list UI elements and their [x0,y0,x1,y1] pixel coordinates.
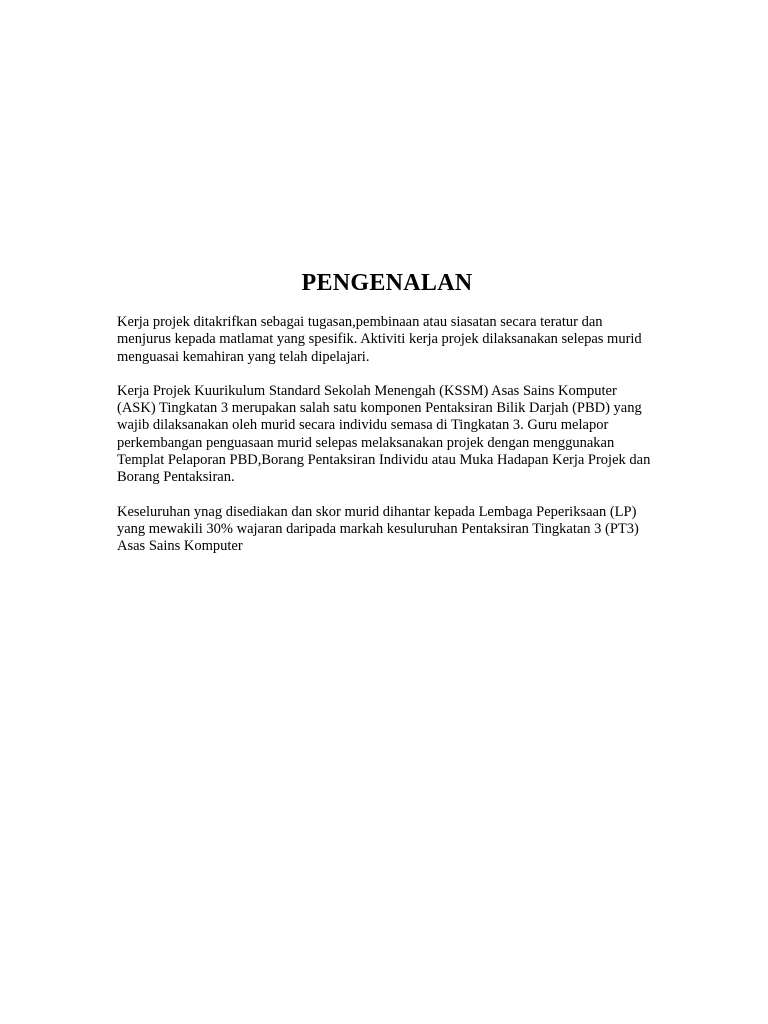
page-title: PENGENALAN [301,270,473,296]
paragraph-assessment: Keseluruhan ynag disediakan dan skor murid dihantar kepada Lembaga Peperiksaan (LP) yang mewakili 30% wajaran daripada markah kesuluruhan Pentaksiran Tingkatan 3 (PT3) Asas Sains Komputer [117,503,639,555]
paragraph-kssm-project: Kerja Projek Kuurikulum Standard Sekolah Menengah (KSSM) Asas Sains Komputer (ASK) Tingkatan 3 merupakan salah satu komponen Pentaksiran Bilik Darjah (PBD) yang wajib dilaksanakan oleh murid secara individu semasa di Tingkatan 3. Guru melapor perkembangan penguasaan murid selepas melaksanakan projek dengan menggunakan Templat Pelaporan PBD,Borang Pentaksiran Individu atau Muka Hadapan Kerja Projek dan Borang Pentaksiran. [117,382,651,486]
paragraph-introduction: Kerja projek ditakrifkan sebagai tugasan,pembinaan atau siasatan secara teratur dan menjurus kepada matlamat yang spesifik. Aktiviti kerja projek dilaksanakan selepas murid menguasai kemahiran yang telah dipelajari. [117,314,642,365]
document-body [117,268,657,573]
